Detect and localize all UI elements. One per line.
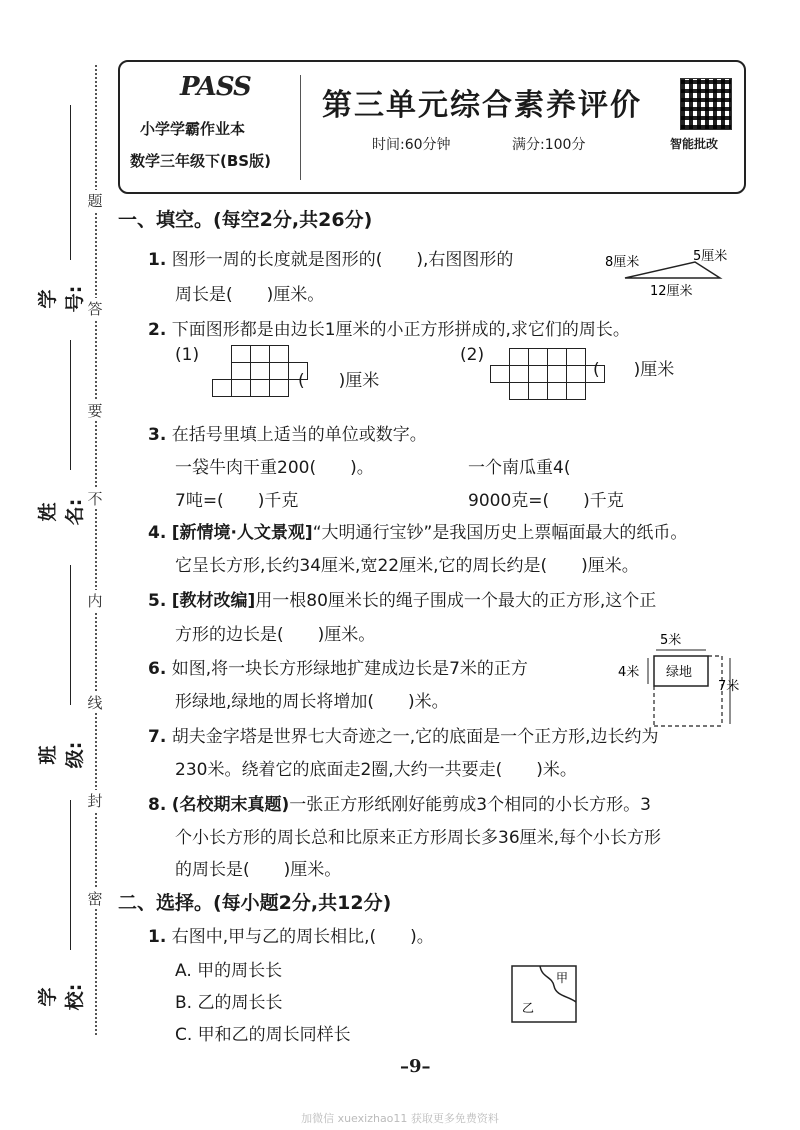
q3-text: 3. 在括号里填上适当的单位或数字。: [148, 425, 427, 445]
fig-top-label: 5米: [660, 633, 682, 648]
pass-logo: PASS: [180, 72, 251, 102]
book-title: 小学学霸作业本: [140, 120, 246, 138]
triangle-side-b: 5厘米: [693, 249, 728, 264]
school-blank[interactable]: [70, 800, 71, 950]
seal-char: 要: [84, 400, 106, 421]
seal-char: 题: [84, 190, 106, 211]
triangle-figure: [605, 248, 745, 300]
yi-label: 乙: [522, 1001, 535, 1015]
qr-code-icon[interactable]: [680, 78, 732, 130]
q2-part2-label: (2): [460, 345, 485, 365]
q8-line3: 的周长是( )厘米。: [175, 860, 342, 880]
q2-part1-answer[interactable]: ( )厘米: [298, 371, 380, 391]
option-b[interactable]: B. 乙的周长长: [175, 993, 283, 1013]
triangle-side-a: 8厘米: [605, 255, 640, 270]
q8-line2: 个小长方形的周长总和比原来正方形周长多36厘米,每个小长方形: [175, 828, 662, 848]
option-a[interactable]: A. 甲的周长长: [175, 961, 283, 981]
q2-part2-answer[interactable]: ( )厘米: [593, 360, 675, 380]
section2-heading: 二、选择。(每小题2分,共12分): [118, 892, 392, 914]
option-c[interactable]: C. 甲和乙的周长同样长: [175, 1025, 351, 1045]
exam-time: 时间:60分钟: [372, 137, 451, 153]
class-label: 班级:: [37, 741, 86, 769]
q3-d[interactable]: 9000克=( )千克: [468, 491, 624, 511]
qr-label: 智能批改: [670, 137, 719, 151]
q8-line1: 8. (名校期末真题)一张正方形纸刚好能剪成3个相同的小长方形。3: [148, 795, 651, 815]
header-divider: [300, 75, 301, 180]
q6-line1: 6. 如图,将一块长方形绿地扩建成边长是7米的正方: [148, 659, 528, 679]
triangle-side-c: 12厘米: [650, 284, 693, 299]
seal-char: 封: [84, 790, 106, 811]
name-blank[interactable]: [70, 340, 71, 470]
grade-edition: 数学三年级下(BS版): [130, 152, 271, 170]
s2-q1-text: 1. 右图中,甲与乙的周长相比,( )。: [148, 927, 434, 947]
footer-watermark: 加微信 xuexizhao11 获取更多免费资料: [301, 1112, 499, 1125]
seal-char: 内: [84, 590, 106, 611]
q3-a[interactable]: 一袋牛肉干重200( )。: [175, 458, 374, 478]
q2-text: 2. 下面图形都是由边长1厘米的小正方形拼成的,求它们的周长。: [148, 320, 630, 340]
school-label: 学校:: [37, 983, 86, 1011]
fig-right-label: 7米: [718, 679, 740, 694]
q3-c[interactable]: 7吨=( )千克: [175, 491, 299, 511]
q3-b[interactable]: 一个南瓜重4(: [468, 458, 571, 478]
q4-line2: 它呈长方形,长约34厘米,宽22厘米,它的周长约是( )厘米。: [175, 556, 639, 576]
q5-line2: 方形的边长是( )厘米。: [175, 625, 376, 645]
fig-inner-label: 绿地: [666, 665, 693, 680]
q2-part1-label: (1): [175, 345, 200, 365]
seal-char: 答: [84, 298, 106, 319]
seal-char: 不: [84, 488, 106, 509]
student-id-blank[interactable]: [70, 105, 71, 260]
shape-2-grid: [490, 348, 605, 400]
page-title: 第三单元综合素养评价: [322, 88, 642, 123]
fig-left-label: 4米: [618, 665, 640, 680]
shape-1-grid: [212, 345, 308, 397]
q7-line1: 7. 胡夫金字塔是世界七大奇迹之一,它的底面是一个正方形,边长约为: [148, 727, 659, 747]
section1-heading: 一、填空。(每空2分,共26分): [118, 209, 373, 231]
seal-char: 密: [84, 888, 106, 909]
q4-line1: 4. [新情境·人文景观]“大明通行宝钞”是我国历史上票幅面最大的纸币。: [148, 523, 688, 543]
full-score: 满分:100分: [512, 137, 586, 153]
q1-line2: 周长是( )厘米。: [175, 285, 325, 305]
q7-line2: 230米。绕着它的底面走2圈,大约一共要走( )米。: [175, 760, 577, 780]
jia-yi-figure: [510, 962, 582, 1026]
name-label: 姓名:: [37, 498, 86, 526]
class-blank[interactable]: [70, 565, 71, 705]
jia-label: 甲: [556, 971, 569, 985]
q6-line2: 形绿地,绿地的周长将增加( )米。: [175, 692, 449, 712]
page-number: –9–: [400, 1056, 431, 1077]
seal-char: 线: [84, 692, 106, 713]
q1-line1: 1. 图形一周的长度就是图形的( ),右图图形的: [148, 250, 514, 270]
q5-line1: 5. [教材改编]用一根80厘米长的绳子围成一个最大的正方形,这个正: [148, 591, 657, 611]
student-id-label: 学号:: [37, 285, 86, 313]
green-area-figure: [612, 628, 752, 728]
